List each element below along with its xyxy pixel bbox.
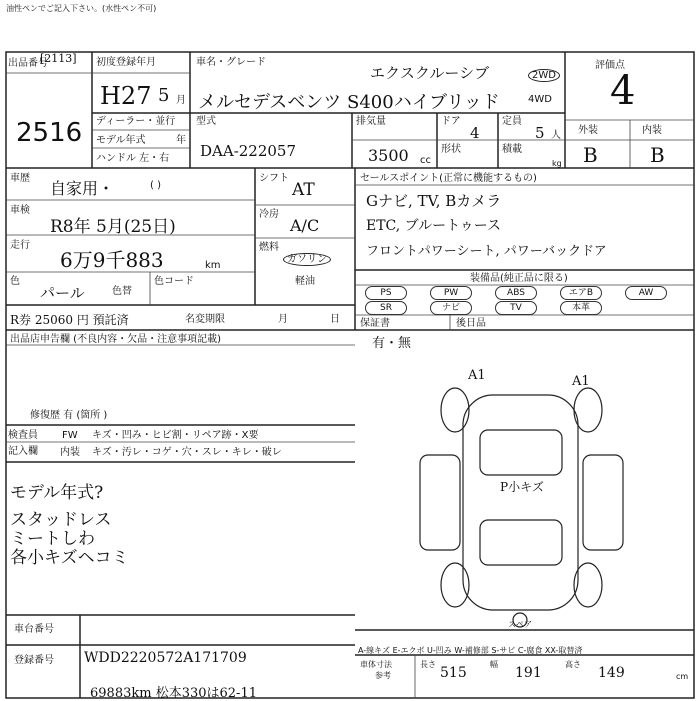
inspector-label: 検査員: [8, 430, 38, 441]
sales-point-line: フロントパワーシート, パワーバックドア: [366, 244, 607, 259]
capacity-value: 5: [535, 124, 545, 142]
inspection-value: R8年 5月(25日): [50, 217, 176, 237]
recycle-text: R券 25060 円 預託済: [10, 313, 129, 327]
damage-mark: A1: [572, 374, 590, 389]
chassis-label: 車台番号: [14, 624, 54, 635]
dims-width: 191: [515, 665, 542, 681]
first-reg-month-unit: 月: [176, 95, 186, 106]
first-reg-label: 初度登録年月: [96, 57, 156, 68]
color-label: 色: [10, 276, 20, 287]
sales-point-line: ETC, ブルートゥース: [366, 218, 502, 234]
dims-label: 車体寸法: [360, 660, 392, 669]
shape-label: 形状: [441, 144, 461, 155]
equip-navi: ナビ: [430, 301, 472, 315]
dims-sub-label: 参考: [375, 671, 391, 680]
color-code-label: 色コード: [154, 276, 194, 287]
equip-aw: AW: [625, 286, 667, 300]
mileage-value: 6万9千883: [60, 248, 164, 272]
sales-points-label: セールスポイント(正常に機能するもの): [360, 173, 537, 184]
load-unit: kg: [552, 159, 562, 168]
score-value: 4: [610, 68, 636, 114]
fuel-gasoline: ガソリン: [283, 254, 331, 265]
note-line: モデル年式?: [10, 483, 104, 503]
header-note: 油性ペンでご記入下さい。(水性ペン不可): [6, 4, 157, 13]
drive-4wd: 4WD: [528, 94, 552, 105]
lot-prefix: [2113]: [40, 52, 77, 65]
name-change-month: 月: [278, 314, 288, 325]
score-label: 評価点: [595, 60, 625, 71]
lot-label: 出品番号: [8, 58, 48, 69]
inspection-label: 車検: [10, 205, 30, 216]
history-value: 自家用・: [50, 179, 115, 198]
equip-tv: TV: [495, 301, 537, 315]
type-value: DAA-222057: [200, 142, 297, 160]
type-label: 型式: [196, 116, 216, 127]
seller-notes-label: 出品店申告欄 (不良内容・欠品・注意事項記載): [10, 334, 221, 345]
inspector-row1: キズ・凹み・ヒビ割・リペア跡・X要: [92, 430, 259, 441]
warranty-label: 保証書: [360, 318, 390, 329]
dims-height-label: 高さ: [565, 660, 581, 669]
inspector-row2-tag: 内装: [60, 447, 80, 458]
interior-value: B: [650, 143, 665, 167]
shift-value: AT: [292, 180, 315, 200]
doors-label: ドア: [441, 116, 461, 127]
load-label: 積載: [502, 144, 522, 155]
equip-ps: PS: [365, 286, 407, 300]
note-line: 各小キズヘコミ: [10, 548, 129, 568]
dims-length-label: 長さ: [420, 660, 436, 669]
displacement-label: 排気量: [356, 116, 386, 127]
displacement-value: 3500: [368, 146, 409, 165]
reg-number-label: 登録番号: [14, 655, 54, 666]
first-reg-month: 5: [158, 85, 170, 106]
history-label: 車歴: [10, 173, 30, 184]
drive-2wd: 2WD: [528, 70, 560, 81]
shift-label: シフト: [259, 173, 289, 184]
inspector-label-2: 記入欄: [8, 446, 38, 457]
dims-height: 149: [598, 665, 625, 681]
displacement-unit: cc: [420, 155, 431, 166]
exterior-value: B: [583, 143, 598, 167]
warranty-value: 有・無: [372, 336, 412, 351]
capacity-label: 定員: [502, 116, 522, 127]
handle-text: ハンドル 左・右: [96, 153, 170, 164]
note-line: スタッドレス: [10, 510, 112, 530]
inspector-row1-tag: FW: [62, 430, 78, 441]
capacity-unit: 人: [551, 130, 561, 141]
model-year-unit: 年: [176, 135, 186, 146]
dims-unit: cm: [676, 672, 689, 681]
first-reg-era: H27: [100, 82, 152, 110]
mileage-unit: km: [205, 260, 221, 271]
footer-scribble: 69883km 松本330は62-11: [90, 686, 257, 701]
color-value: パール: [40, 284, 85, 302]
repair-history: 修復歴 有 (箇所 ): [30, 410, 108, 421]
equip-airbag: エアB: [560, 286, 602, 300]
fuel-diesel: 軽油: [295, 276, 315, 287]
model-year-label: モデル年式: [96, 135, 146, 146]
diagram-center-note: P小キズ: [500, 480, 544, 494]
mileage-label: 走行: [10, 240, 30, 251]
inspector-row2: キズ・汚レ・コゲ・穴・スレ・キレ・破レ: [92, 447, 282, 458]
lot-number: 2516: [16, 118, 83, 148]
sales-point-line: Gナビ, TV, Bカメラ: [366, 192, 502, 210]
ac-label: 冷房: [259, 209, 279, 220]
equipment-label: 装備品(純正品に限る): [470, 273, 568, 284]
dims-length: 515: [440, 665, 467, 681]
ac-value: A/C: [290, 216, 320, 235]
history-paren: ( ): [150, 180, 161, 191]
doors-value: 4: [470, 124, 480, 142]
reg-number-value: WDD2220572A171709: [84, 650, 247, 666]
name-change-day: 日: [330, 314, 340, 325]
damage-mark: A1: [468, 368, 486, 383]
car-name: メルセデスベンツ S400ハイブリッド: [198, 92, 500, 113]
color-sub-label: 色替: [112, 286, 132, 297]
equip-leather: 本革: [560, 301, 602, 315]
car-name-label: 車名・グレード: [196, 57, 266, 68]
later-date-label: 後日品: [456, 318, 486, 329]
dealer-text: ディーラー・並行: [96, 116, 176, 127]
car-grade: エクスクルーシブ: [370, 64, 490, 82]
dims-width-label: 幅: [490, 660, 498, 669]
equip-pw: PW: [430, 286, 472, 300]
note-line: ミートしわ: [10, 529, 95, 549]
equip-sr: SR: [365, 301, 407, 315]
fuel-label: 燃料: [259, 242, 279, 253]
spare-label: スペア: [508, 620, 532, 629]
interior-label: 内装: [642, 125, 662, 136]
exterior-label: 外装: [578, 125, 598, 136]
name-change-label: 名変期限: [185, 314, 225, 325]
damage-legend: A-線キズ E-エクボ U-凹み W-補修部 S-サビ C-腐食 XX-取替済: [358, 646, 583, 655]
equip-abs: ABS: [495, 286, 537, 300]
